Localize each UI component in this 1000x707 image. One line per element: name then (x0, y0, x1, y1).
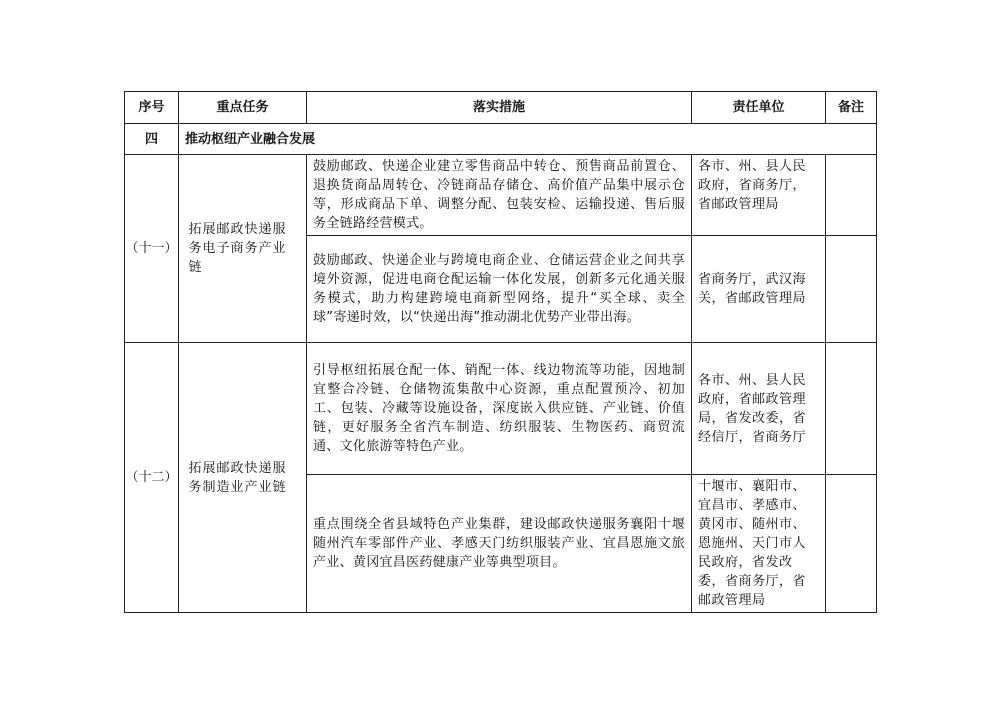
section-title: 推动枢纽产业融合发展 (179, 124, 877, 155)
section-number: 四 (125, 124, 179, 155)
note-cell (826, 236, 877, 343)
note-cell (826, 343, 877, 475)
measure-cell: 引导枢纽拓展仓配一体、销配一体、线边物流等功能，因地制宜整合冷链、仓储物流集散中心资源，重点配置预冷、初加工、包装、冷藏等设施设备，深度嵌入供应链、产业链、价值链，更好服务全省汽车制造、纺织服装、生物医药、商贸流通、文化旅游等特色产业。 (307, 343, 692, 475)
task-cell (179, 155, 307, 343)
unit-cell: 十堰市、襄阳市、宜昌市、孝感市、黄冈市、随州市、恩施州、天门市人民政府，省发改委，省商务厅，省邮政管理局 (692, 475, 826, 613)
header-unit: 责任单位 (692, 92, 826, 124)
measure-cell: 鼓励邮政、快递企业与跨境电商企业、仓储运营企业之间共享境外资源，促进电商仓配运输一体化发展，创新多元化通关服务模式，助力构建跨境电商新型网络，提升“买全球、卖全球”寄递时效，以“快递出海”推动湖北优势产业带出海。 (307, 236, 692, 343)
row-number: （十二） (125, 343, 179, 613)
table-row (125, 343, 877, 475)
note-cell (826, 155, 877, 236)
unit-cell: 各市、州、县人民政府，省商务厅，省邮政管理局 (692, 155, 826, 236)
header-measure: 落实措施 (307, 92, 692, 124)
unit-cell: 省商务厅，武汉海关，省邮政管理局 (692, 236, 826, 343)
header-task: 重点任务 (179, 92, 307, 124)
header-no: 序号 (125, 92, 179, 124)
header-note: 备注 (826, 92, 877, 124)
measure-cell: 重点围绕全省县域特色产业集群，建设邮政快递服务襄阳十堰随州汽车零部件产业、孝感天门纺织服装产业、宜昌恩施文旅产业、黄冈宜昌医药健康产业等典型项目。 (307, 475, 692, 613)
unit-cell: 各市、州、县人民政府，省邮政管理局，省发改委，省经信厅，省商务厅 (692, 343, 826, 475)
task-table (124, 91, 877, 613)
task-text: 拓展邮政快递服务电子商务产业链 (188, 222, 287, 275)
header-row (125, 92, 877, 124)
note-cell (826, 475, 877, 613)
measure-cell: 鼓励邮政、快递企业建立零售商品中转仓、预售商品前置仓、退换货商品周转仓、冷链商品存储仓、高价值产品集中展示仓等，形成商品下单、调整分配、包装安检、运输投递、售后服务全链路经营模式。 (307, 155, 692, 236)
row-number: （十一） (125, 155, 179, 343)
table-row (125, 155, 877, 236)
task-cell (179, 343, 307, 613)
task-text: 拓展邮政快递服务制造业产业链 (188, 460, 287, 495)
section-row (125, 124, 877, 155)
